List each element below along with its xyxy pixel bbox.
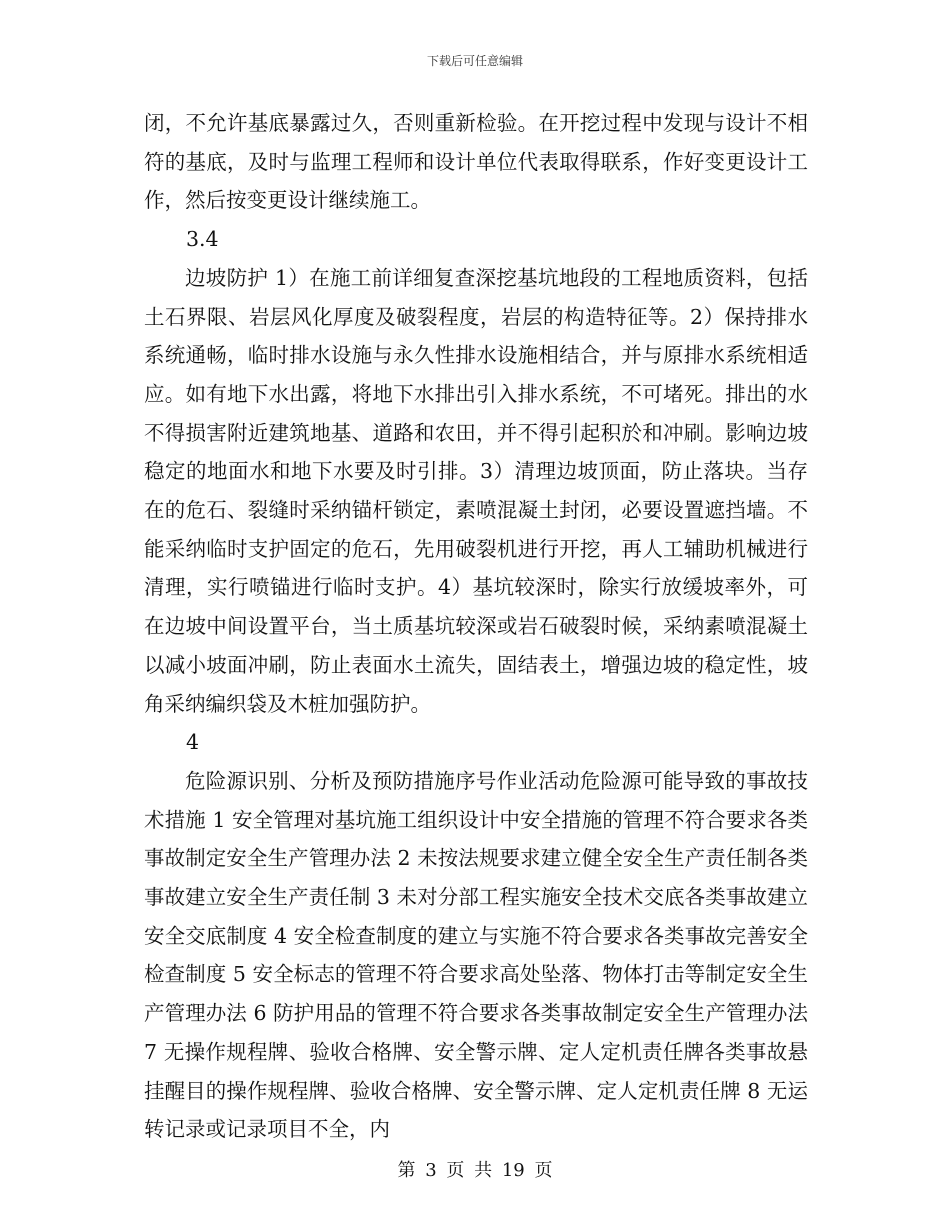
paragraph-hazard-identification: 危险源识别、分析及预防措施序号作业活动危险源可能导致的事故技术措施 1 安全管理对基坑施工组织设计中安全措施的管理不符合要求各类事故制定安全生产管理办法 2 未按法规要求建立健全安全生产责任制各类事故建立安全生产责任制 3 未对分部工程实施安全技术交底各类事故建立安全交底制度 4 安全检查制度的建立与实施不符合要求各类事故完善安全检查制度 5 安全标志的管理不符合要求高处坠落、物体打击等制定安全生产管理办法 6 防护用品的管理不符合要求各类事故制定安全生产管理办法 7 无操作规程牌、验收合格牌、安全警示牌、定人定机责任牌各类事故悬挂醒目的操作规程牌、验收合格牌、安全警示牌、定人定机责任牌 8 无运转记录或记录项目不全，内 (144, 768, 808, 1142)
page-footer: 第 3 页 共 19 页 (397, 1160, 553, 1181)
section-number-4: 4 (186, 730, 200, 755)
page-header: 下载后可任意编辑 (426, 54, 523, 68)
section-number-3-4: 3.4 (186, 227, 219, 252)
paragraph-1: 闭，不允许基底暴露过久，否则重新检验。在开挖过程中发现与设计不相符的基底，及时与监理工程师和设计单位代表取得联系，作好变更设计工作，然后按变更设计继续施工。 (144, 111, 808, 213)
paragraph-slope-protection: 边坡防护 1）在施工前详细复查深挖基坑地段的工程地质资料，包括土石界限、岩层风化厚度及破裂程度，岩层的构造特征等。2）保持排水系统通畅，临时排水设施与永久性排水设施相结合，并与原排水系统相适应。如有地下水出露，将地下水排出引入排水系统，不可堵死。排出的水不得损害附近建筑地基、道路和农田，并不得引起积於和冲刷。影响边坡稳定的地面水和地下水要及时引排。3）清理边坡顶面，防止落块。当存在的危石、裂缝时采纳锚杆锁定，素喷混凝土封闭，必要设置遮挡墙。不能采纳临时支护固定的危石，先用破裂机进行开挖，再人工辅助机械进行清理，实行喷锚进行临时支护。4）基坑较深时，除实行放缓坡率外，可在边坡中间设置平台，当土质基坑较深或岩石破裂时候，采纳素喷混凝土以减小坡面冲刷，防止表面水土流失，固结表土，增强边坡的稳定性，坡角采纳编织袋及木桩加强防护。 (144, 265, 808, 716)
document-body (144, 104, 808, 1149)
